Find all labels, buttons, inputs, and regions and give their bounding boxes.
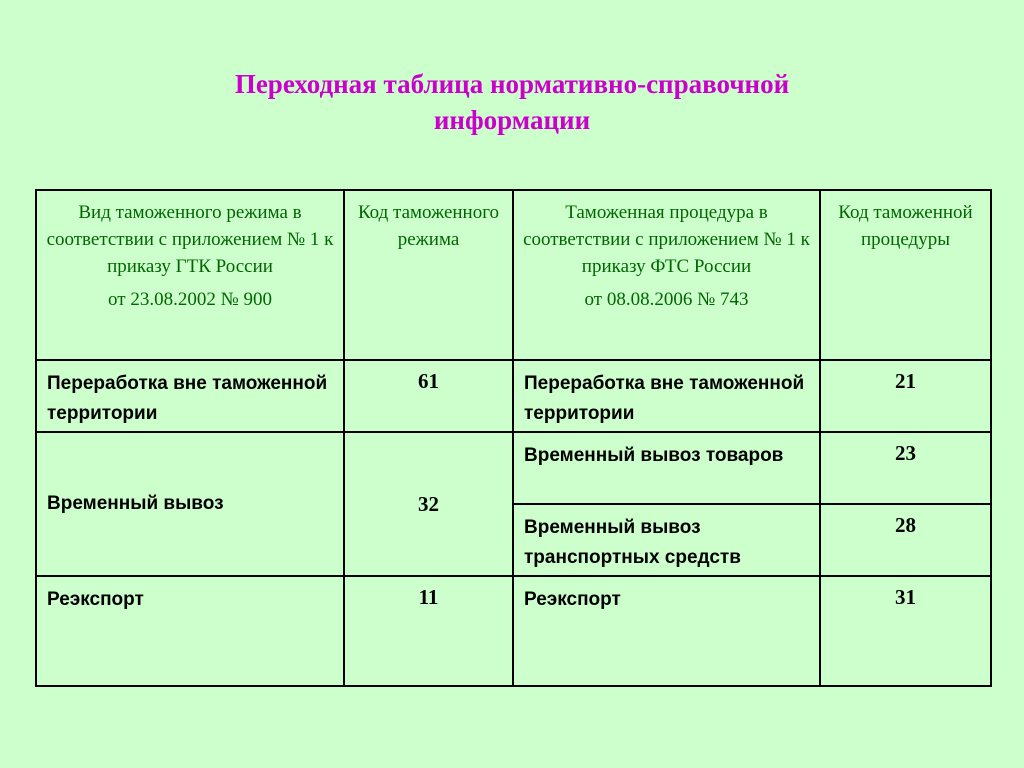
transition-table — [35, 189, 992, 687]
procedure-code-cell: 28 — [820, 504, 991, 576]
procedure-cell: Переработка вне таможенной территории — [513, 360, 820, 432]
header-regime-code: Код таможенного режима — [344, 190, 513, 360]
procedure-cell: Реэкспорт — [513, 576, 820, 686]
procedure-cell: Временный вывоз транспортных средств — [513, 504, 820, 576]
table-row — [36, 432, 991, 504]
procedure-code-cell: 23 — [820, 432, 991, 504]
header-procedure-order-date: от 08.08.2006 № 743 — [584, 289, 749, 310]
header-regime-type: Вид таможенного режима в соответствии с приложением № 1 к приказу ГТК России от 23.08.2002 № 900 — [36, 190, 344, 360]
procedure-cell: Временный вывоз товаров — [513, 432, 820, 504]
header-row — [36, 190, 991, 360]
header-procedure-code: Код таможенной процедуры — [820, 190, 991, 360]
title-line-2: информации — [433, 105, 591, 135]
regime-cell: Реэкспорт — [36, 576, 344, 686]
regime-cell: Временный вывоз — [36, 432, 344, 576]
table-row — [36, 576, 991, 686]
regime-code-cell: 11 — [344, 576, 513, 686]
regime-code-cell: 61 — [344, 360, 513, 432]
header-regime-order-date: от 23.08.2002 № 900 — [108, 289, 272, 310]
table-row — [36, 360, 991, 432]
header-procedure-type: Таможенная процедура в соответствии с приложением № 1 к приказу ФТС России от 08.08.2006 № 743 — [513, 190, 820, 360]
regime-cell: Переработка вне таможенной территории — [36, 360, 344, 432]
procedure-code-cell: 21 — [820, 360, 991, 432]
procedure-code-cell: 31 — [820, 576, 991, 686]
page-title — [0, 66, 1024, 138]
title-line-1: Переходная таблица нормативно-справочной — [234, 69, 790, 99]
regime-code-cell: 32 — [344, 432, 513, 576]
